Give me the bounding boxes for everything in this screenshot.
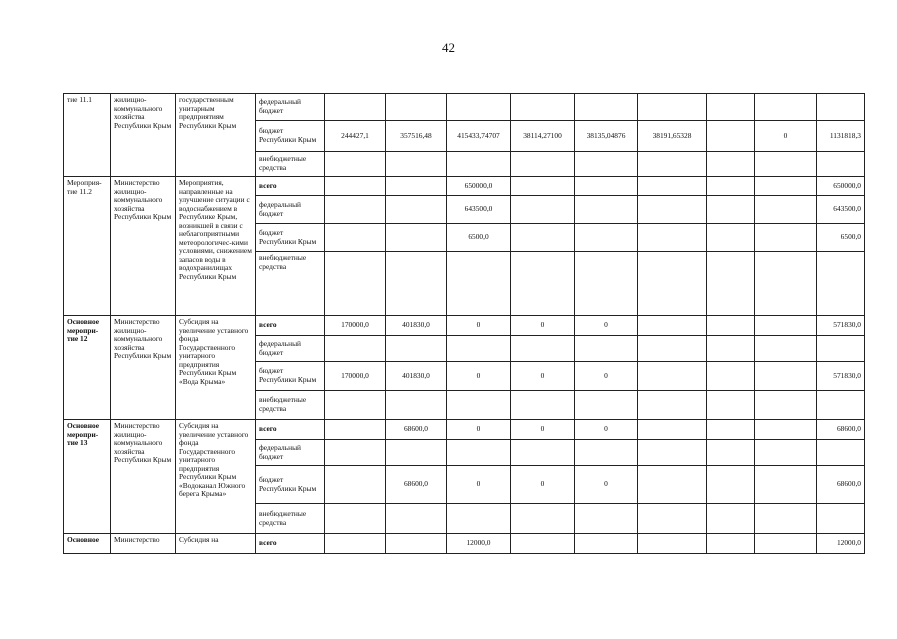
value-cell: 0 xyxy=(511,362,575,391)
source-federal: федеральный бюджет xyxy=(256,94,325,121)
value-cell: 170000,0 xyxy=(325,362,386,391)
activity-name: тие 11.1 xyxy=(64,94,111,177)
value-cell xyxy=(638,316,707,336)
value-cell xyxy=(707,391,755,420)
value-cell: 415433,74707 xyxy=(447,121,511,152)
activity-description: Субсидия на увеличение уставного фонда Государственного унитарного предприятия Республики Крым «Водоканал Южного берега Крыма» xyxy=(176,420,256,534)
value-cell xyxy=(386,534,447,554)
value-cell xyxy=(755,534,817,554)
value-cell xyxy=(386,177,447,196)
value-cell xyxy=(511,152,575,177)
value-cell: 12000,0 xyxy=(447,534,511,554)
value-cell xyxy=(325,196,386,224)
total-cell: 643500,0 xyxy=(817,196,865,224)
value-cell xyxy=(575,94,638,121)
value-cell xyxy=(511,177,575,196)
total-cell xyxy=(817,336,865,362)
value-cell xyxy=(755,466,817,504)
value-cell xyxy=(707,336,755,362)
total-cell xyxy=(817,94,865,121)
value-cell: 38135,04876 xyxy=(575,121,638,152)
value-cell: 0 xyxy=(447,362,511,391)
value-cell xyxy=(707,252,755,316)
total-cell: 650000,0 xyxy=(817,177,865,196)
budget-table xyxy=(63,93,865,554)
value-cell xyxy=(575,177,638,196)
value-cell xyxy=(638,224,707,252)
value-cell xyxy=(325,504,386,534)
value-cell xyxy=(325,391,386,420)
value-cell xyxy=(325,534,386,554)
source-total: всего xyxy=(256,177,325,196)
activity-description: Мероприятия, направленные на улучшение ситуации с водоснабжением в Республике Крым, возникшей в связи с неблагоприятными метеорологичес-кими условиями, снижением запасов воды в водохранилищах Республики Крым xyxy=(176,177,256,316)
value-cell xyxy=(511,534,575,554)
value-cell xyxy=(707,177,755,196)
value-cell: 643500,0 xyxy=(447,196,511,224)
activity-executor: Министерство xyxy=(111,534,176,554)
source-offbudget: внебюджетные средства xyxy=(256,252,325,316)
value-cell xyxy=(386,252,447,316)
value-cell xyxy=(386,391,447,420)
table-row xyxy=(64,420,865,440)
activity-executor: Министерство жилищно-коммунального хозяйства Республики Крым xyxy=(111,316,176,420)
value-cell xyxy=(707,196,755,224)
total-cell xyxy=(817,152,865,177)
total-cell: 68600,0 xyxy=(817,420,865,440)
value-cell xyxy=(707,466,755,504)
source-federal: федеральный бюджет xyxy=(256,440,325,466)
value-cell xyxy=(707,534,755,554)
value-cell xyxy=(511,391,575,420)
value-cell xyxy=(707,316,755,336)
total-cell: 68600,0 xyxy=(817,466,865,504)
value-cell xyxy=(707,152,755,177)
value-cell xyxy=(386,440,447,466)
value-cell: 0 xyxy=(447,466,511,504)
table-row xyxy=(64,94,865,121)
value-cell xyxy=(325,466,386,504)
source-federal: федеральный бюджет xyxy=(256,196,325,224)
value-cell xyxy=(386,224,447,252)
value-cell xyxy=(325,252,386,316)
value-cell xyxy=(447,391,511,420)
value-cell xyxy=(575,152,638,177)
value-cell xyxy=(755,440,817,466)
value-cell: 0 xyxy=(511,466,575,504)
table-row xyxy=(64,534,865,554)
value-cell xyxy=(325,420,386,440)
source-federal: федеральный бюджет xyxy=(256,336,325,362)
value-cell xyxy=(638,504,707,534)
total-cell xyxy=(817,252,865,316)
value-cell xyxy=(575,504,638,534)
value-cell xyxy=(638,420,707,440)
value-cell xyxy=(638,534,707,554)
value-cell xyxy=(386,196,447,224)
value-cell xyxy=(638,196,707,224)
value-cell xyxy=(325,152,386,177)
value-cell: 6500,0 xyxy=(447,224,511,252)
value-cell xyxy=(325,440,386,466)
value-cell xyxy=(707,121,755,152)
activity-executor: жилищно-коммунального хозяйства Республики Крым xyxy=(111,94,176,177)
value-cell: 68600,0 xyxy=(386,420,447,440)
value-cell xyxy=(447,336,511,362)
value-cell xyxy=(575,196,638,224)
table-row xyxy=(64,316,865,336)
value-cell xyxy=(707,224,755,252)
activity-executor: Министерство жилищно-коммунального хозяйства Республики Крым xyxy=(111,177,176,316)
value-cell xyxy=(707,504,755,534)
source-republic: бюджет Республики Крым xyxy=(256,121,325,152)
value-cell xyxy=(755,252,817,316)
value-cell xyxy=(638,177,707,196)
value-cell xyxy=(575,224,638,252)
source-total: всего xyxy=(256,316,325,336)
total-cell: 571830,0 xyxy=(817,362,865,391)
value-cell: 0 xyxy=(575,466,638,504)
value-cell: 0 xyxy=(511,420,575,440)
table-row xyxy=(64,177,865,196)
value-cell xyxy=(638,440,707,466)
activity-description: Субсидия на увеличение уставного фонда Государственного унитарного предприятия Республики Крым «Вода Крыма» xyxy=(176,316,256,420)
value-cell xyxy=(511,336,575,362)
value-cell: 38114,27100 xyxy=(511,121,575,152)
value-cell xyxy=(511,224,575,252)
value-cell xyxy=(638,252,707,316)
value-cell xyxy=(707,94,755,121)
activity-name: Основное меропри-тие 12 xyxy=(64,316,111,420)
value-cell: 0 xyxy=(575,316,638,336)
value-cell xyxy=(386,504,447,534)
value-cell: 357516,48 xyxy=(386,121,447,152)
value-cell xyxy=(575,534,638,554)
value-cell xyxy=(707,362,755,391)
value-cell xyxy=(447,504,511,534)
value-cell: 0 xyxy=(447,420,511,440)
value-cell: 170000,0 xyxy=(325,316,386,336)
value-cell xyxy=(755,362,817,391)
value-cell xyxy=(707,440,755,466)
value-cell xyxy=(386,152,447,177)
value-cell xyxy=(755,391,817,420)
total-cell: 6500,0 xyxy=(817,224,865,252)
value-cell xyxy=(511,94,575,121)
value-cell xyxy=(575,336,638,362)
value-cell xyxy=(755,152,817,177)
value-cell xyxy=(755,196,817,224)
value-cell xyxy=(755,224,817,252)
activity-description: Субсидия на xyxy=(176,534,256,554)
source-republic: бюджет Республики Крым xyxy=(256,224,325,252)
value-cell: 38191,65328 xyxy=(638,121,707,152)
total-cell xyxy=(817,391,865,420)
value-cell xyxy=(447,440,511,466)
source-offbudget: внебюджетные средства xyxy=(256,504,325,534)
value-cell xyxy=(575,440,638,466)
value-cell: 0 xyxy=(755,121,817,152)
total-cell: 571830,0 xyxy=(817,316,865,336)
value-cell: 244427,1 xyxy=(325,121,386,152)
value-cell: 650000,0 xyxy=(447,177,511,196)
page-number: 42 xyxy=(442,40,455,55)
activity-name: Основное xyxy=(64,534,111,554)
value-cell xyxy=(638,152,707,177)
value-cell: 0 xyxy=(447,316,511,336)
value-cell xyxy=(755,504,817,534)
source-offbudget: внебюджетные средства xyxy=(256,152,325,177)
value-cell xyxy=(638,94,707,121)
value-cell xyxy=(325,94,386,121)
value-cell xyxy=(511,196,575,224)
value-cell xyxy=(447,152,511,177)
value-cell: 401830,0 xyxy=(386,362,447,391)
value-cell: 0 xyxy=(575,420,638,440)
value-cell xyxy=(755,420,817,440)
value-cell xyxy=(511,252,575,316)
value-cell xyxy=(575,252,638,316)
total-cell xyxy=(817,440,865,466)
source-republic: бюджет Республики Крым xyxy=(256,466,325,504)
total-cell xyxy=(817,504,865,534)
activity-name: Мероприя-тие 11.2 xyxy=(64,177,111,316)
value-cell xyxy=(755,336,817,362)
source-republic: бюджет Республики Крым xyxy=(256,362,325,391)
value-cell xyxy=(755,94,817,121)
value-cell xyxy=(638,336,707,362)
value-cell: 0 xyxy=(511,316,575,336)
value-cell xyxy=(638,362,707,391)
source-total: всего xyxy=(256,420,325,440)
value-cell xyxy=(386,336,447,362)
value-cell: 0 xyxy=(575,362,638,391)
activity-executor: Министерство жилищно-коммунального хозяйства Республики Крым xyxy=(111,420,176,534)
value-cell xyxy=(325,336,386,362)
total-cell: 12000,0 xyxy=(817,534,865,554)
value-cell: 401830,0 xyxy=(386,316,447,336)
value-cell xyxy=(511,504,575,534)
value-cell xyxy=(638,466,707,504)
value-cell xyxy=(755,316,817,336)
value-cell xyxy=(638,391,707,420)
value-cell xyxy=(447,94,511,121)
total-cell: 1131818,3 xyxy=(817,121,865,152)
value-cell xyxy=(511,440,575,466)
activity-description: государственным унитарным предприятиям Республики Крым xyxy=(176,94,256,177)
value-cell xyxy=(386,94,447,121)
value-cell: 68600,0 xyxy=(386,466,447,504)
value-cell xyxy=(575,391,638,420)
value-cell xyxy=(447,252,511,316)
value-cell xyxy=(325,224,386,252)
value-cell xyxy=(707,420,755,440)
activity-name: Основное меропри-тие 13 xyxy=(64,420,111,534)
source-total: всего xyxy=(256,534,325,554)
value-cell xyxy=(755,177,817,196)
value-cell xyxy=(325,177,386,196)
source-offbudget: внебюджетные средства xyxy=(256,391,325,420)
